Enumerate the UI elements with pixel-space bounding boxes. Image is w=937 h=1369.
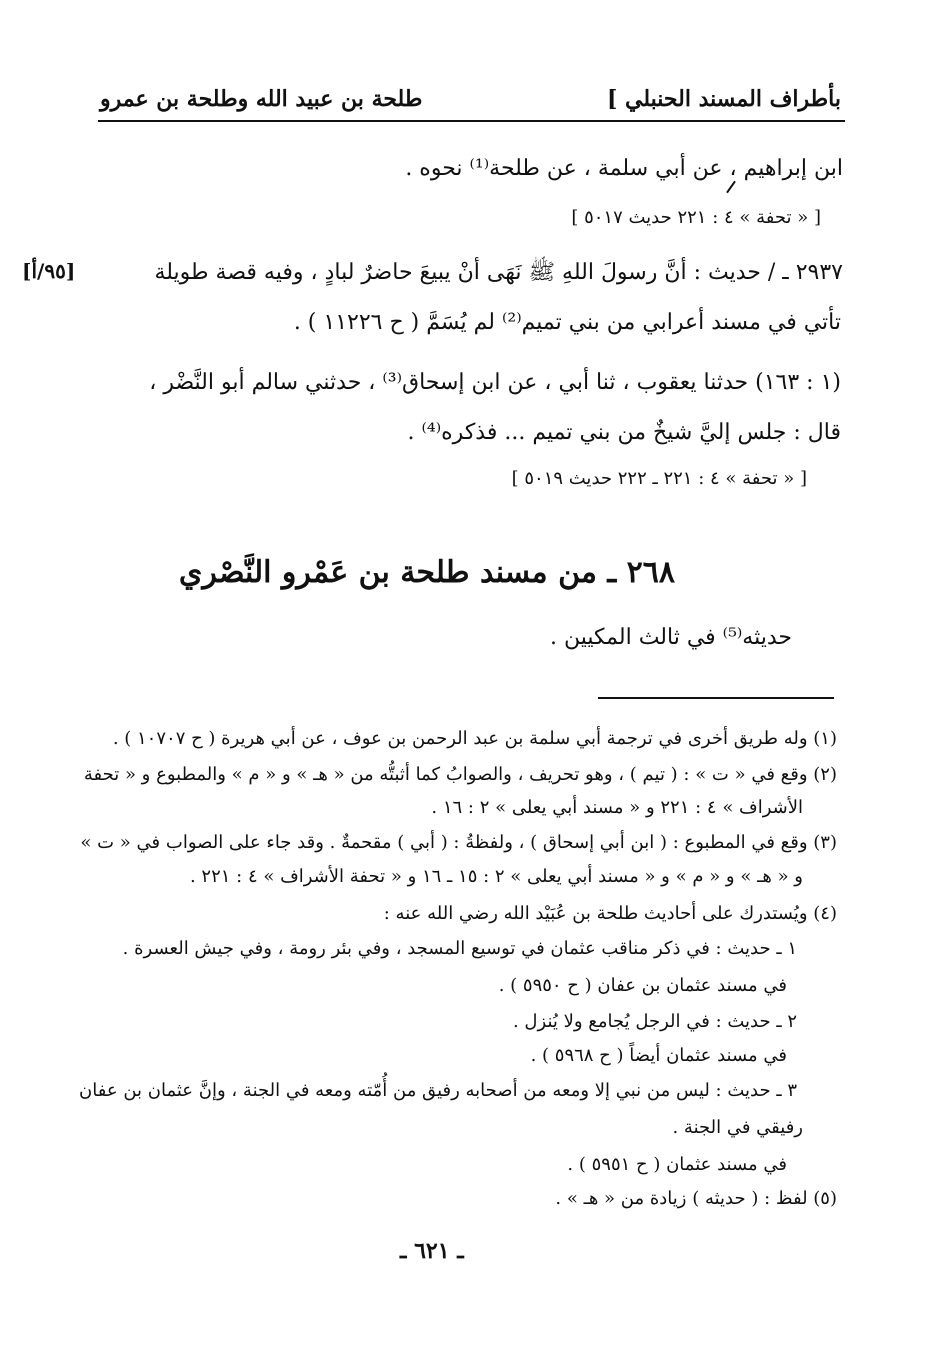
footnote-3: (٣) وقع في المطبوع : ( ابن أبي إسحاق ) ، ولفظةُ : ( أبي ) مقحمةٌ . وقد جاء على الصواب في « ت »: [80, 832, 837, 853]
footnote-2: (٢) وقع في « ت » : ( تيم ) ، وهو تحريف ، والصوابُ كما أثبتُّه من « هـ » و « م » والمطبوع و « تحفة: [83, 764, 837, 785]
footnote-5: (٥) لفظ : ( حديثه ) زيادة من « هـ » .: [555, 1188, 837, 1209]
correction-mark: [726, 181, 736, 194]
isnad-line-2: قال : جلس إليَّ شيخٌ من بني تميم ... فذكره⁽⁴⁾ .: [407, 420, 841, 445]
footnote-4-item-1: ١ ـ حديث : في ذكر مناقب عثمان في توسيع المسجد ، وفي بئر رومة ، وفي جيش العسرة .: [122, 938, 797, 959]
footnote-4: (٤) ويُستدرك على أحاديث طلحة بن عُبَيْد الله رضي الله عنه :: [383, 903, 837, 924]
footnote-4-item-1-ref: في مسند عثمان بن عفان ( ح ٥٩٥٠ ) .: [498, 975, 787, 996]
running-header-book-title: بأطراف المسند الحنبلي ]: [606, 86, 841, 112]
body-line-3: تأتي في مسند أعرابي من بني تميم⁽²⁾ لم يُسَمَّ ( ح ١١٢٢٦ ) .: [293, 310, 841, 335]
body-line-1: ابن إبراهيم ، عن أبي سلمة ، عن طلحة⁽¹⁾ نحوه .: [405, 156, 843, 181]
isnad-line-1: (١ : ١٦٣) حدثنا يعقوب ، ثنا أبي ، عن ابن إسحاق⁽³⁾ ، حدثني سالم أبو النَّضْر ،: [149, 370, 841, 395]
running-header-section: طلحة بن عبيد الله وطلحة بن عمرو: [100, 86, 423, 112]
footnote-4-item-2: ٢ ـ حديث : في الرجل يُجامع ولا يُنزل .: [512, 1011, 797, 1032]
header-rule: [98, 120, 845, 122]
footnote-1: (١) وله طريق أخرى في ترجمة أبي سلمة بن عبد الرحمن بن عوف ، عن أبي هريرة ( ح ١٠٧٠٧ ) .: [112, 728, 837, 749]
footnote-4-item-3: ٣ ـ حديث : ليس من نبي إلا ومعه من أصحابه رفيق من أُمّته ومعه في الجنة ، وإنَّ عثمان بن عفان: [79, 1080, 797, 1101]
footnote-4-item-3-ref: في مسند عثمان ( ح ٥٩٥١ ) .: [567, 1154, 787, 1175]
footnote-4-item-2-ref: في مسند عثمان أيضاً ( ح ٥٩٦٨ ) .: [530, 1045, 787, 1066]
footnote-rule: [598, 697, 834, 699]
footnote-3-cont: و « هـ » و « م » و « مسند أبي يعلى » ٢ : ١٥ ـ ١٦ و « تحفة الأشراف » ٤ : ٢٢١ .: [189, 866, 803, 887]
page-number: ـ ٦٢١ ـ: [400, 1238, 464, 1264]
section-title-268: ٢٦٨ ـ من مسند طلحة بن عَمْرو النَّصْري: [178, 555, 675, 590]
manuscript-folio-ref: [٩٥/أ]: [22, 259, 76, 283]
footnote-4-item-3-cont: رفيقي في الجنة .: [672, 1117, 803, 1138]
footnote-2-cont: الأشراف » ٤ : ٢٢١ و « مسند أبي يعلى » ٢ : ١٦ .: [431, 797, 803, 818]
takhrij-reference-1: [ « تحفة » ٤ : ٢٢١ حديث ٥٠١٧ ]: [571, 207, 821, 228]
takhrij-reference-2: [ « تحفة » ٤ : ٢٢١ ـ ٢٢٢ حديث ٥٠١٩ ]: [511, 468, 807, 489]
hadith-2937-line: ٢٩٣٧ ـ / حديث : أنَّ رسولَ اللهِ ﷺ نَهَى أنْ يبيعَ حاضرٌ لبادٍ ، وفيه قصة طويلة: [154, 260, 843, 285]
section-body-line: حديثه⁽⁵⁾ في ثالث المكيين .: [550, 625, 792, 650]
